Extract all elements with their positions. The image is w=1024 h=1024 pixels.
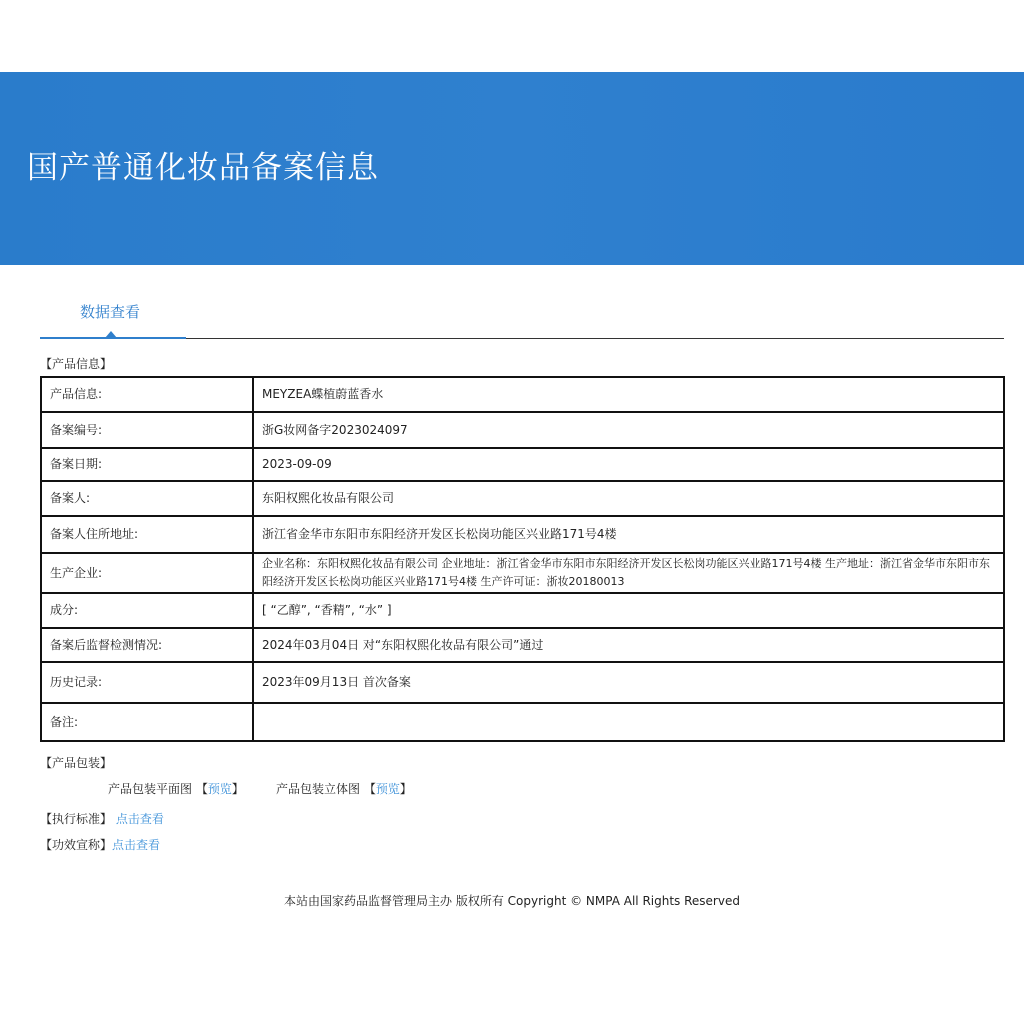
row-key: 备案人: (41, 481, 253, 516)
row-value: 企业名称：东阳权熙化妆品有限公司 企业地址：浙江省金华市东阳市东阳经济开发区长松岗功能区兴业路171号4楼 生产地址：浙江省金华市东阳市东阳经济开发区长松岗功能区兴业路171号4楼 生产许可证：浙妆20180013 (253, 553, 1004, 593)
row-key: 产品信息: (41, 377, 253, 412)
bracket-open: 【 (195, 782, 208, 796)
package-flat-item (108, 781, 244, 797)
package-solid-label: 产品包装立体图 (276, 782, 361, 796)
table-row (41, 377, 1004, 412)
table-row (41, 412, 1004, 448)
row-value: 浙G妆网备字2023024097 (253, 412, 1004, 448)
package-solid-item (276, 781, 412, 797)
row-key: 成分: (41, 593, 253, 628)
row-key: 备案人住所地址: (41, 516, 253, 553)
section-standard (40, 811, 164, 827)
tab-bar (40, 300, 1004, 340)
row-key: 生产企业: (41, 553, 253, 593)
tab-data-view[interactable]: 数据查看 (80, 303, 141, 321)
row-value: 2023年09月13日 首次备案 (253, 662, 1004, 703)
footer-copyright: 本站由国家药品监督管理局主办 版权所有 Copyright © NMPA All Rights Reserved (284, 894, 740, 908)
table-row (41, 481, 1004, 516)
table-row (41, 628, 1004, 662)
row-value: 2024年03月04日 对“东阳权熙化妆品有限公司”通过 (253, 628, 1004, 662)
page-title: 国产普通化妆品备案信息 (27, 150, 379, 186)
table-row (41, 448, 1004, 481)
efficacy-view-link[interactable]: 点击查看 (112, 838, 161, 852)
row-value: 2023-09-09 (253, 448, 1004, 481)
table-row (41, 553, 1004, 593)
standard-label: 【执行标准】 (40, 812, 113, 826)
row-key: 备案日期: (41, 448, 253, 481)
row-value (253, 703, 1004, 741)
row-key: 历史记录: (41, 662, 253, 703)
package-flat-preview-link[interactable]: 预览 (207, 782, 232, 796)
table-row (41, 703, 1004, 741)
standard-view-link[interactable]: 点击查看 (115, 812, 164, 826)
product-info-table (40, 376, 1005, 742)
section-product-package: 【产品包装】 (40, 756, 113, 770)
row-value: [ “乙醇”, “香精”, “水” ] (253, 593, 1004, 628)
section-product-info: 【产品信息】 (40, 357, 113, 371)
row-key: 备注: (41, 703, 253, 741)
row-value: 浙江省金华市东阳市东阳经济开发区长松岗功能区兴业路171号4楼 (253, 516, 1004, 553)
tab-caret-icon (105, 331, 117, 338)
bracket-open: 【 (363, 782, 376, 796)
row-key: 备案后监督检测情况: (41, 628, 253, 662)
row-key: 备案编号: (41, 412, 253, 448)
table-row (41, 516, 1004, 553)
bracket-close: 】 (399, 782, 412, 796)
table-row (41, 593, 1004, 628)
table-row (41, 662, 1004, 703)
package-flat-label: 产品包装平面图 (108, 782, 193, 796)
row-value: MEYZEA蝶植蔚蓝香水 (253, 377, 1004, 412)
bracket-close: 】 (231, 782, 244, 796)
efficacy-label: 【功效宣称】 (40, 838, 113, 852)
package-solid-preview-link[interactable]: 预览 (375, 782, 400, 796)
section-efficacy (40, 837, 160, 853)
row-value: 东阳权熙化妆品有限公司 (253, 481, 1004, 516)
